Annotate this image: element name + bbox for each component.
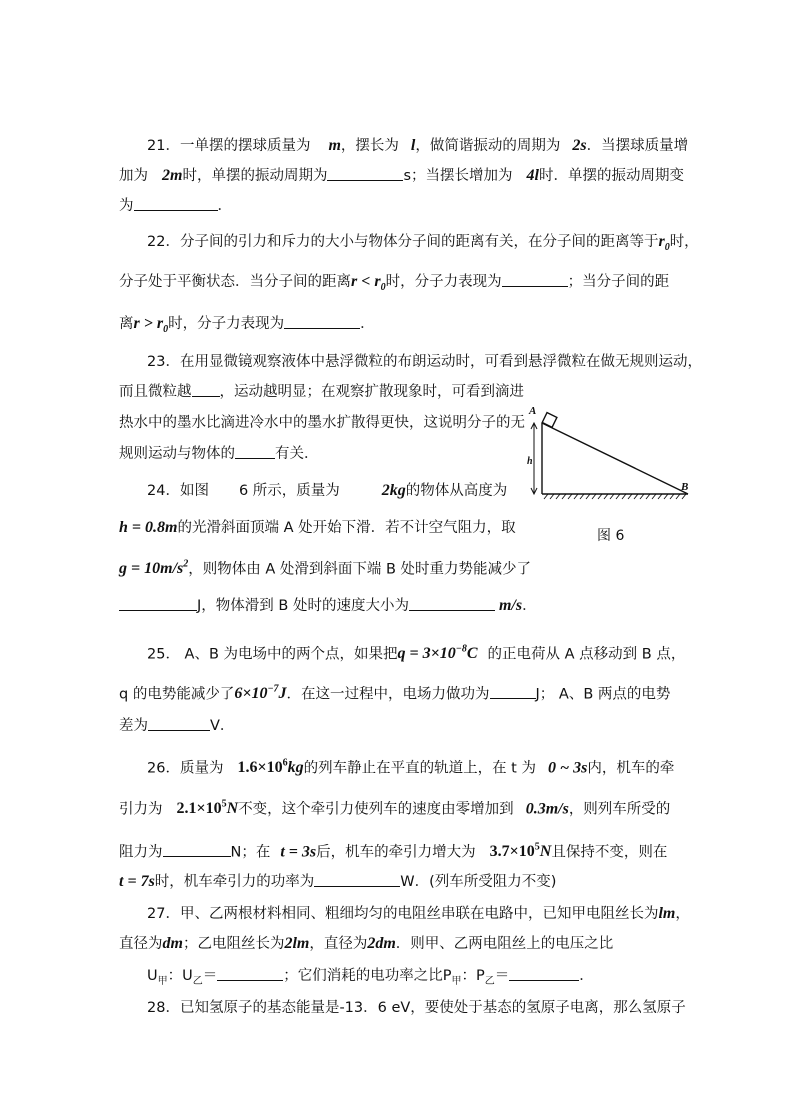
answer-blank[interactable]	[284, 314, 360, 329]
q21-line1: 21．一单摆的摆球质量为 m，摆长为 l，做简谐振动的周期为 2s．当摆球质量增	[147, 137, 689, 154]
sliding-block	[542, 413, 557, 428]
formula-mass: 2kg	[381, 482, 406, 499]
q25-line3: 差为 V．	[119, 718, 235, 734]
formula-4l: 4l	[526, 167, 539, 184]
formula-r-lt-r0: $r < r_0$	[351, 273, 386, 294]
answer-blank[interactable]	[134, 196, 218, 211]
formula-r-gt-r0: $r > r_0$	[133, 315, 169, 336]
answer-blank[interactable]	[409, 596, 495, 611]
q24-line1: 24．如图 6 所示，质量为 2kg的物体从高度为	[147, 482, 508, 499]
incline-plane	[542, 423, 688, 494]
formula-diameter2: 2dm	[367, 935, 396, 952]
q25-line2: q 的电势能减少了$6\times 10^{-7}J$．在这一过程中，电场力做功为 J； A、B 两点的电势	[119, 684, 671, 703]
q21-line3: 为 ．	[119, 198, 232, 214]
q24-line4: J，物体滑到 B 处时的速度大小为 m/s．	[119, 596, 537, 616]
ground-hatching	[544, 494, 686, 499]
q22-line1: 22．分子间的引力和斥力的大小与物体分子间的距离有关，在分子间的距离等于$r_0$时，	[147, 233, 699, 254]
formula-height: h = 0.8m	[119, 519, 178, 536]
q25-line1: 25． A、B 为电场中的两个点，如果把$q = 3\times 10^{-8}C$ 的正电荷从 A 点移动到 B 点，	[147, 644, 686, 663]
q28-line1: 28．已知氢原子的基态能量是-13．6 eV，要使处于基态的氢原子电离，那么氢原子	[147, 1000, 686, 1016]
q26-line2: 引力为 $2.1\times 10^5N$不变，这个牵引力使列车的速度由零增加到 0.3m/s，则列车所受的	[119, 799, 671, 818]
answer-blank[interactable]	[490, 684, 536, 699]
formula-train-mass: $1.6\times 10^6kg$	[237, 758, 304, 777]
answer-blank[interactable]	[192, 382, 220, 397]
answer-blank[interactable]	[163, 842, 231, 857]
q23-line2: 而且微粒越 ，运动越明显；在观察扩散现象时，可看到滴进	[119, 384, 524, 400]
formula-length: lm	[658, 905, 676, 922]
formula-traction2: $3.7\times 10^5N$	[489, 842, 552, 861]
q27-line1: 27．甲、乙两根材料相同、粗细均匀的电阻丝串联在电路中，已知甲电阻丝长为lm，	[147, 905, 690, 922]
figure-caption: 图 6	[597, 528, 625, 544]
answer-blank[interactable]	[148, 716, 210, 731]
q23-line4: 规则运动与物体的 有关．	[119, 446, 319, 462]
q22-line3: 离$r > r_0$时，分子力表现为 ．	[119, 315, 375, 336]
answer-blank[interactable]	[314, 872, 400, 887]
q23-line1: 23．在用显微镜观察液体中悬浮微粒的布朗运动时，可看到悬浮微粒在做无规则运动，	[147, 354, 702, 370]
answer-blank[interactable]	[119, 596, 197, 611]
formula-traction: $2.1\times 10^5N$	[176, 799, 239, 818]
q22-line2: 分子处于平衡状态．当分子间的距离$r < r_0$时，分子力表现为 ；当分子间的距	[119, 273, 670, 294]
formula-l: l	[410, 137, 416, 154]
formula-m: m	[328, 137, 341, 154]
q23-line3: 热水中的墨水比滴进冷水中的墨水扩散得更快，这说明分子的无	[119, 415, 525, 431]
answer-blank[interactable]	[327, 166, 403, 181]
label-b: B	[681, 481, 689, 493]
incline-figure	[528, 402, 698, 502]
formula-diameter: dm	[162, 935, 183, 952]
q24-line3: $g = 10m/s^2$，则物体由 A 处滑到斜面下端 B 处时重力势能减少了	[119, 559, 532, 578]
formula-period: 2s	[572, 137, 587, 154]
answer-blank[interactable]	[502, 272, 568, 287]
formula-t7: t = 7s	[119, 873, 155, 890]
label-h: h	[527, 456, 533, 467]
q26-line3: 阻力为 N；在 t = 3s后，机车的牵引力增大为 $3.7\times 10^5N$且保持不变，则在	[119, 842, 668, 861]
q26-line1: 26．质量为 $1.6\times 10^6kg$的列车静止在平直的轨道上，在 t 为 0 ~ 3s内，机车的牵	[147, 758, 675, 777]
formula-t3: t = 3s	[280, 843, 317, 861]
formula-time-range: 0 ~ 3s	[547, 759, 588, 777]
q21-line2: 加为 2m时，单摆的振动周期为 s；当摆长增加为 4l时．单摆的振动周期变	[119, 167, 684, 184]
formula-energy: $6\times 10^{-7}J$	[234, 684, 287, 703]
q26-line4: t = 7s时，机车牵引力的功率为 W．(列车所受阻力不变)	[119, 873, 557, 890]
formula-length2: 2lm	[284, 935, 310, 952]
formula-speed: 0.3m/s	[525, 800, 569, 818]
formula-2m: 2m	[162, 167, 183, 184]
answer-blank[interactable]	[217, 966, 283, 981]
formula-charge: $q = 3\times 10^{-8}C$	[397, 644, 478, 663]
formula-gravity: $g = 10m/s^2$	[119, 559, 189, 578]
answer-blank[interactable]	[235, 444, 275, 459]
formula-unit-ms: m/s	[498, 597, 523, 614]
formula-r0: $r_0$	[658, 233, 670, 254]
q27-line3: $U_甲$：$U_乙=$ ；它们消耗的电功率之比$P_甲$：$P_乙=$ ．	[147, 968, 594, 987]
q27-line2: 直径为dm；乙电阻丝长为2lm，直径为2dm．则甲、乙两电阻丝上的电压之比	[119, 935, 614, 952]
label-a: A	[529, 405, 537, 417]
q24-line2: h = 0.8m的光滑斜面顶端 A 处开始下滑．若不计空气阻力，取	[119, 519, 516, 536]
answer-blank[interactable]	[509, 966, 579, 981]
